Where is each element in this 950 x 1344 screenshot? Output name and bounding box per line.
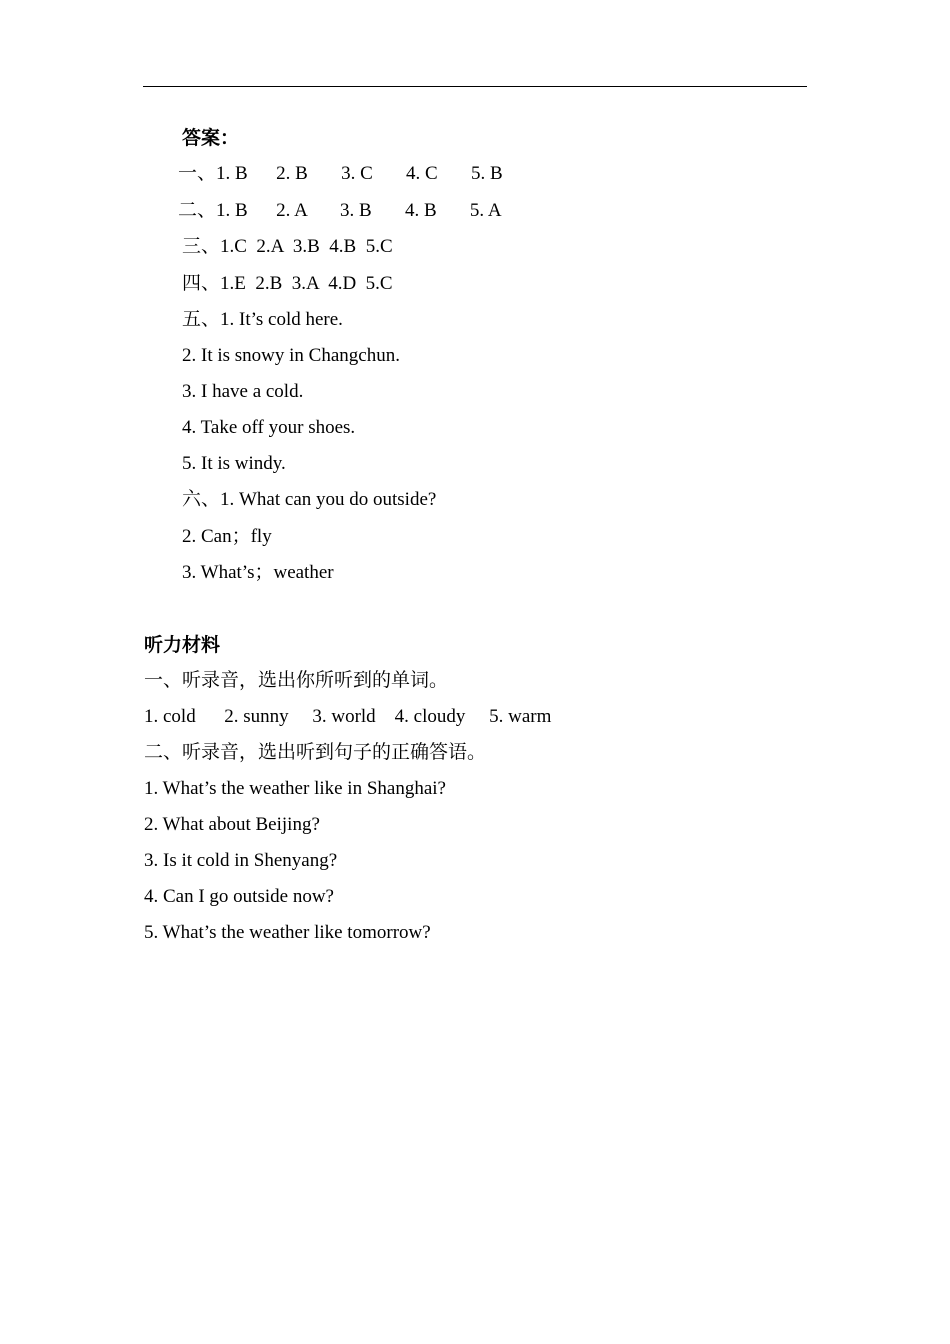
listening-heading: 听力材料 — [144, 635, 221, 656]
listening-question-1: 1. What’s the weather like in Shanghai? — [144, 778, 446, 799]
answer-section-6-item-1: 六、1. What can you do outside? — [182, 489, 437, 510]
listening-question-4: 4. Can I go outside now? — [144, 886, 334, 907]
answer-section-2: 二、1. B 2. A 3. B 4. B 5. A — [178, 200, 502, 221]
answer-section-5-item-2: 2. It is snowy in Changchun. — [182, 345, 400, 366]
listening-part-1-words: 1. cold 2. sunny 3. world 4. cloudy 5. warm — [144, 706, 552, 727]
answer-section-5-item-3: 3. I have a cold. — [182, 381, 304, 402]
listening-question-3: 3. Is it cold in Shenyang? — [144, 850, 338, 871]
answer-section-5-item-5: 5. It is windy. — [182, 453, 286, 474]
listening-question-2: 2. What about Beijing? — [144, 814, 320, 835]
answer-section-5-item-1: 五、1. It’s cold here. — [182, 309, 343, 330]
answer-section-5-item-4: 4. Take off your shoes. — [182, 417, 356, 438]
answer-section-4: 四、1.E 2.B 3.A 4.D 5.C — [182, 273, 393, 294]
answer-section-1: 一、1. B 2. B 3. C 4. C 5. B — [178, 163, 503, 184]
listening-part-1-title: 一、听录音，选出你所听到的单词。 — [144, 670, 449, 691]
answer-section-3: 三、1.C 2.A 3.B 4.B 5.C — [182, 236, 393, 257]
answer-section-6-item-3: 3. What’s；weather — [182, 562, 334, 583]
answer-section-6-item-2: 2. Can；fly — [182, 526, 272, 547]
listening-part-2-title: 二、听录音，选出听到句子的正确答语。 — [144, 742, 487, 763]
header-rule — [143, 86, 807, 87]
answers-heading: 答案： — [182, 128, 240, 149]
listening-question-5: 5. What’s the weather like tomorrow? — [144, 922, 431, 943]
